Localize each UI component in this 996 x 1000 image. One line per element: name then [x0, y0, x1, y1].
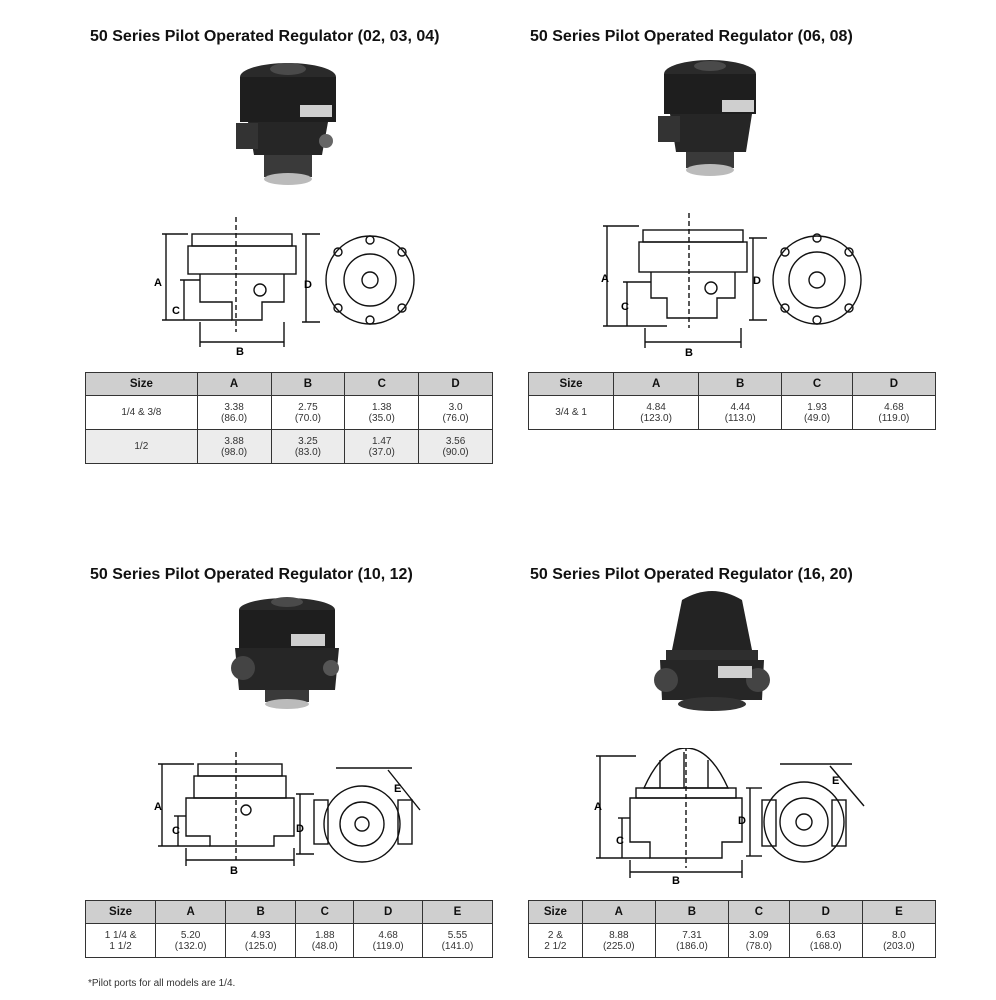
cell-d: 3.0 (76.0)	[419, 396, 493, 430]
cell-b: 7.31 (186.0)	[655, 924, 728, 958]
table-header-row	[529, 901, 936, 924]
regulator-photo-06-08	[652, 52, 770, 182]
col-d: D	[419, 373, 493, 396]
col-e: E	[422, 901, 492, 924]
dim-label-b: B	[685, 347, 693, 358]
dim-label-d: D	[304, 279, 312, 291]
col-b: B	[271, 373, 345, 396]
col-c: C	[729, 901, 790, 924]
cell-d: 4.68 (119.0)	[354, 924, 423, 958]
col-d: D	[852, 373, 935, 396]
dim-label-a: A	[154, 277, 162, 289]
col-size: Size	[86, 373, 198, 396]
col-d: D	[789, 901, 862, 924]
section-title-06-08: 50 Series Pilot Operated Regulator (06, 08)	[530, 28, 853, 45]
dim-label-e: E	[832, 775, 840, 787]
cell-c: 1.47 (37.0)	[345, 430, 419, 464]
regulator-photo-02-03-04	[228, 55, 348, 190]
col-a: A	[197, 373, 271, 396]
table-row	[529, 396, 936, 430]
cell-a: 4.84 (123.0)	[614, 396, 699, 430]
dimension-drawing-06-08	[595, 208, 875, 358]
cell-size: 1 1/4 & 1 1/2	[86, 924, 156, 958]
section-title-16-20: 50 Series Pilot Operated Regulator (16, 20)	[530, 566, 853, 583]
cell-size: 2 & 2 1/2	[529, 924, 583, 958]
col-a: A	[614, 373, 699, 396]
section-title-02-03-04: 50 Series Pilot Operated Regulator (02, 03, 04)	[90, 28, 440, 45]
dim-label-d: D	[296, 823, 304, 835]
spec-table-16-20	[528, 900, 936, 958]
section-title-10-12: 50 Series Pilot Operated Regulator (10, 12)	[90, 566, 413, 583]
dim-label-b: B	[236, 346, 244, 358]
cell-d: 4.68 (119.0)	[852, 396, 935, 430]
table-row	[529, 924, 936, 958]
col-d: D	[354, 901, 423, 924]
dim-label-d: D	[753, 275, 761, 287]
cell-size: 1/4 & 3/8	[86, 396, 198, 430]
dim-label-a: A	[154, 801, 162, 813]
col-c: C	[296, 901, 354, 924]
table-header-row	[529, 373, 936, 396]
col-c: C	[345, 373, 419, 396]
dim-label-b: B	[230, 865, 238, 877]
cell-d: 6.63 (168.0)	[789, 924, 862, 958]
cell-a: 3.88 (98.0)	[197, 430, 271, 464]
col-a: A	[582, 901, 655, 924]
col-e: E	[862, 901, 935, 924]
spec-table-10-12	[85, 900, 493, 958]
dim-label-d: D	[738, 815, 746, 827]
regulator-photo-16-20	[652, 588, 772, 716]
cell-e: 8.0 (203.0)	[862, 924, 935, 958]
cell-c: 1.88 (48.0)	[296, 924, 354, 958]
cell-a: 5.20 (132.0)	[156, 924, 226, 958]
col-b: B	[655, 901, 728, 924]
dimension-drawing-02-03-04	[150, 212, 420, 362]
table-row	[86, 924, 493, 958]
dim-label-b: B	[672, 875, 680, 887]
regulator-photo-10-12	[225, 590, 350, 715]
table-header-row	[86, 901, 493, 924]
dimension-drawing-10-12	[150, 750, 430, 880]
cell-e: 5.55 (141.0)	[422, 924, 492, 958]
cell-b: 4.44 (113.0)	[699, 396, 782, 430]
cell-c: 1.93 (49.0)	[782, 396, 853, 430]
dimension-drawing-16-20	[590, 748, 880, 888]
cell-b: 4.93 (125.0)	[226, 924, 296, 958]
cell-a: 3.38 (86.0)	[197, 396, 271, 430]
dim-label-a: A	[601, 273, 609, 285]
cell-c: 1.38 (35.0)	[345, 396, 419, 430]
col-size: Size	[86, 901, 156, 924]
cell-b: 2.75 (70.0)	[271, 396, 345, 430]
cell-size: 1/2	[86, 430, 198, 464]
col-size: Size	[529, 373, 614, 396]
table-header-row	[86, 373, 493, 396]
dim-label-c: C	[172, 825, 180, 837]
table-row	[86, 396, 493, 430]
footnote: *Pilot ports for all models are 1/4.	[88, 978, 236, 989]
cell-size: 3/4 & 1	[529, 396, 614, 430]
dim-label-c: C	[621, 301, 629, 313]
cell-c: 3.09 (78.0)	[729, 924, 790, 958]
col-size: Size	[529, 901, 583, 924]
cell-d: 3.56 (90.0)	[419, 430, 493, 464]
spec-table-02-03-04	[85, 372, 493, 464]
dim-label-a: A	[594, 801, 602, 813]
dim-label-c: C	[616, 835, 624, 847]
spec-table-06-08	[528, 372, 936, 430]
cell-b: 3.25 (83.0)	[271, 430, 345, 464]
dim-label-c: C	[172, 305, 180, 317]
col-b: B	[226, 901, 296, 924]
col-a: A	[156, 901, 226, 924]
col-c: C	[782, 373, 853, 396]
cell-a: 8.88 (225.0)	[582, 924, 655, 958]
col-b: B	[699, 373, 782, 396]
dim-label-e: E	[394, 783, 402, 795]
table-row	[86, 430, 493, 464]
